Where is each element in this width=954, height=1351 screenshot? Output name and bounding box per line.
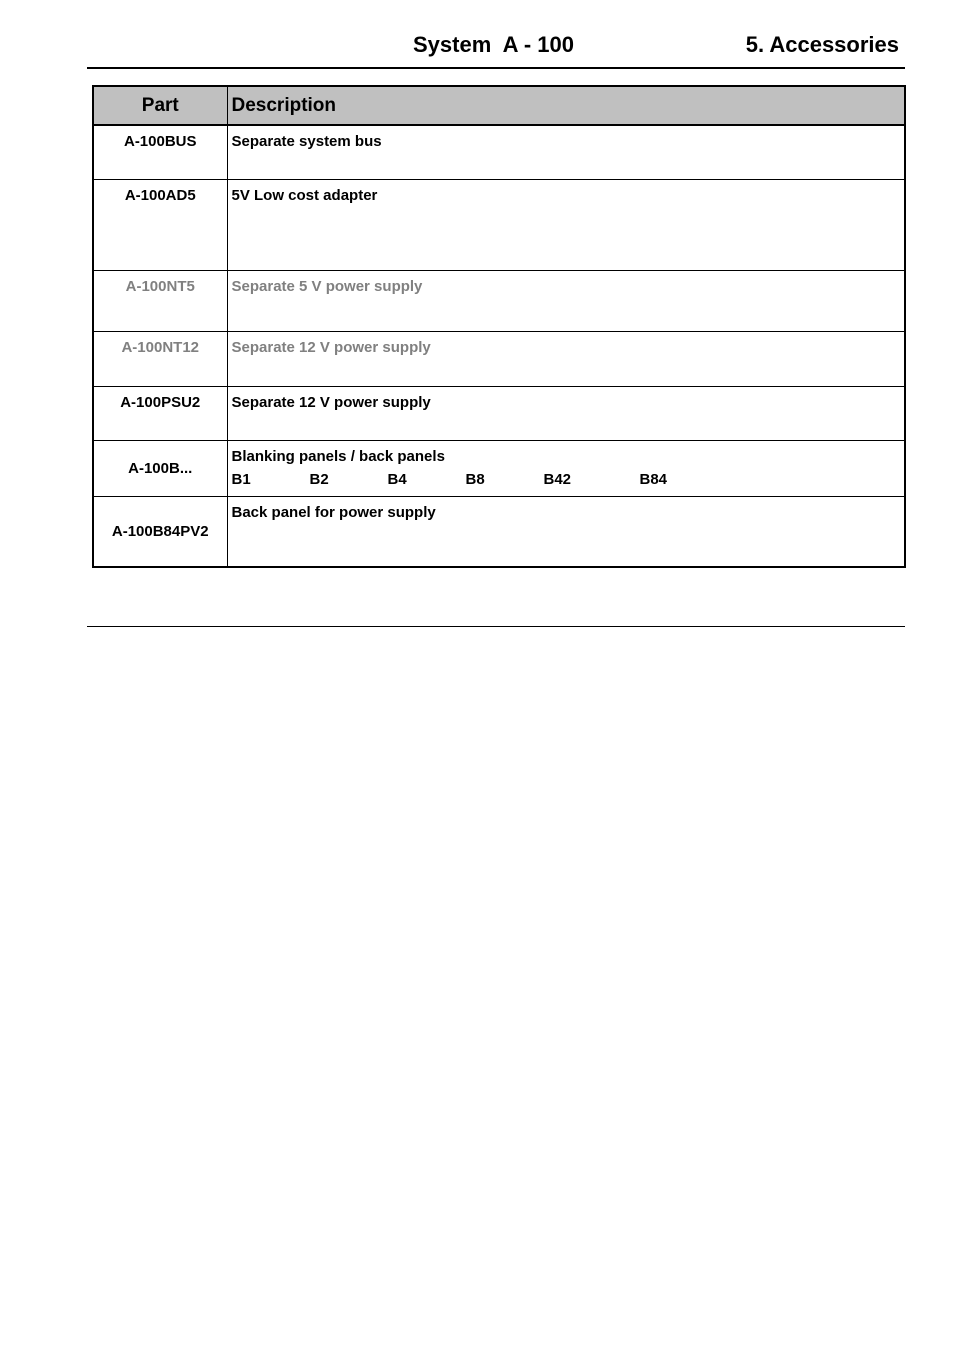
table-row — [93, 386, 905, 440]
description-cell: Separate system bus — [227, 125, 905, 179]
header-divider — [87, 67, 905, 69]
section-title: 5. Accessories — [745, 32, 899, 57]
table-row — [93, 179, 905, 270]
variant-label: B1 — [231, 470, 251, 488]
column-header-description: Description — [227, 86, 905, 125]
table-header-row — [93, 86, 905, 125]
variant-label: B4 — [387, 470, 407, 488]
part-cell: A-100B84PV2 — [93, 496, 227, 567]
description-cell: Separate 5 V power supply — [227, 270, 905, 331]
description-cell — [227, 440, 905, 496]
part-cell: A-100AD5 — [93, 179, 227, 270]
footer-divider — [87, 626, 905, 627]
description-cell: Separate 12 V power supply — [227, 331, 905, 386]
table-row — [93, 440, 905, 496]
part-cell: A-100NT12 — [93, 331, 227, 386]
accessories-table — [92, 85, 906, 568]
variant-label: B84 — [639, 470, 668, 488]
description-text: Blanking panels / back panels — [231, 447, 445, 465]
description-cell: Back panel for power supply — [227, 496, 905, 567]
table-row — [93, 270, 905, 331]
table-row — [93, 331, 905, 386]
variant-label: B2 — [309, 470, 329, 488]
table-row — [93, 125, 905, 179]
table-row — [93, 496, 905, 567]
part-cell: A-100B... — [93, 440, 227, 496]
description-cell: Separate 12 V power supply — [227, 386, 905, 440]
part-cell: A-100NT5 — [93, 270, 227, 331]
page-title: System A - 100 — [413, 32, 575, 57]
column-header-part: Part — [93, 86, 227, 125]
panel-variants — [232, 471, 901, 488]
part-cell: A-100BUS — [93, 125, 227, 179]
variant-label: B42 — [543, 470, 572, 488]
part-cell: A-100PSU2 — [93, 386, 227, 440]
variant-label: B8 — [465, 470, 485, 488]
description-cell: 5V Low cost adapter — [227, 179, 905, 270]
